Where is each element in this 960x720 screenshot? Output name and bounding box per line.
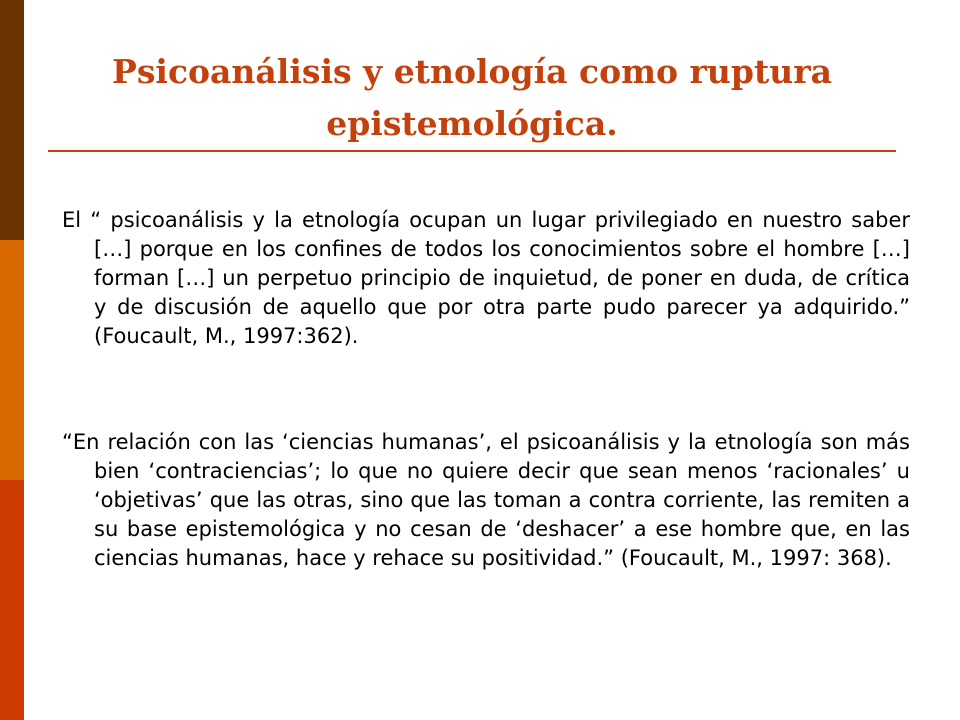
side-bar-red-orange bbox=[0, 480, 24, 720]
paragraph-2: “En relación con las ‘ciencias humanas’, el psicoanálisis y la etnología son más bien ‘contraciencias’; lo que no quiere decir que sean menos ‘racionales’ u ‘objetivas’ que las otras, sino que las toman a contra corriente, las remiten a su base epistemológica y no cesan de ‘deshacer’ a ese hombre que, en las ciencias humanas, hace y rehace su positividad.” (Foucault, M., 1997: 368). bbox=[62, 430, 910, 570]
title-underline bbox=[48, 150, 896, 152]
side-bar-dark-brown bbox=[0, 0, 24, 240]
paragraph-1: El “ psicoanálisis y la etnología ocupan un lugar privilegiado en nuestro saber […] porque en los confines de todos los conocimientos sobre el hombre […] forman […] un perpetuo principio de inquietud, de poner en duda, de crítica y de discusión de aquello que por otra parte pudo parecer ya adquirido.” (Foucault, M., 1997:362). bbox=[62, 208, 910, 348]
paragraph-2-container bbox=[62, 428, 910, 573]
paragraph-1-container bbox=[62, 206, 910, 351]
side-bar-orange bbox=[0, 240, 24, 480]
slide-title: Psicoanálisis y etnología como ruptura epistemológica. bbox=[112, 52, 832, 143]
